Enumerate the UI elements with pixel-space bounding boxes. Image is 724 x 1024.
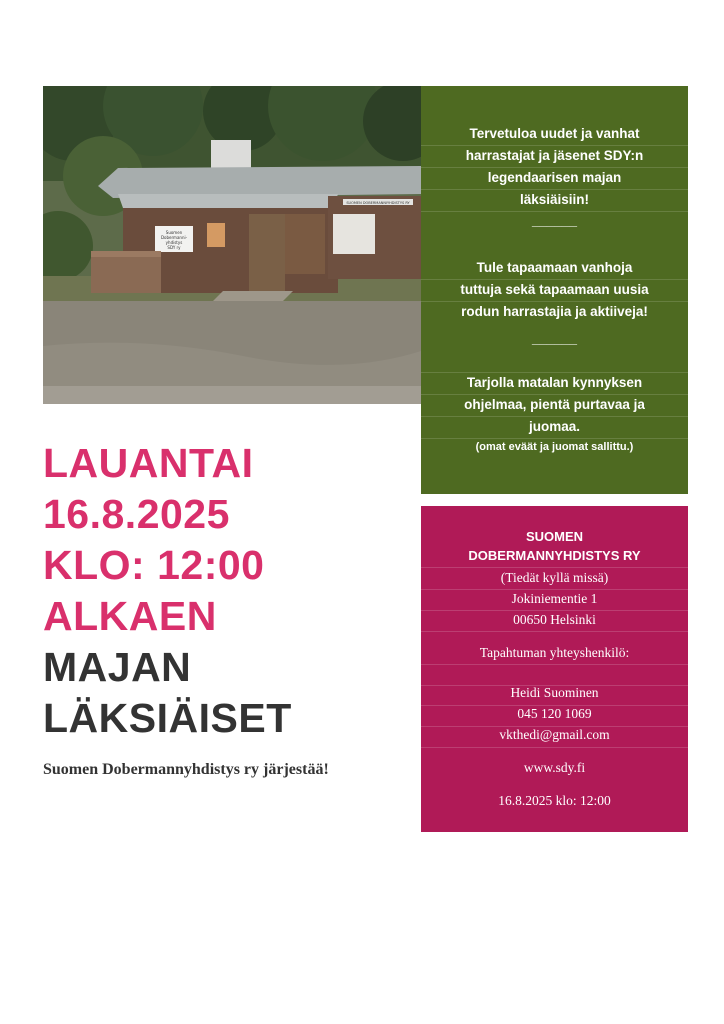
contact-street: Jokiniementie 1 [511, 591, 598, 606]
contact-name: Heidi Suominen [510, 685, 599, 700]
contact-label: Tapahtuman yhteyshenkilö: [479, 645, 630, 660]
contact-city: 00650 Helsinki [513, 612, 596, 627]
sign-line: Suomen [165, 230, 183, 235]
cabin-photo [43, 86, 421, 404]
contact-org-line1: SUOMEN [525, 529, 584, 544]
roof-sign: SUOMEN DOBERMANNIYHDISTYS RY [346, 201, 410, 205]
organizer-text: Suomen Dobermannyhdistys ry järjestää! [43, 761, 329, 778]
headline-date: 16.8.2025 [43, 491, 230, 537]
headline-day: LAUANTAI [43, 440, 254, 486]
contact-email[interactable]: vkthedi@gmail.com [499, 727, 610, 742]
welcome-line: legendaarisen majan [487, 170, 622, 185]
contact-hint: (Tiedät kyllä missä) [500, 570, 609, 585]
sign-line: SDY ry [167, 245, 181, 250]
offer-line: Tarjolla matalan kynnyksen [466, 375, 643, 390]
headline-time: KLO: 12:00 [43, 542, 265, 588]
headline-event-line2: LÄKSIÄISET [43, 695, 292, 741]
contact-datetime: 16.8.2025 klo: 12:00 [498, 793, 611, 808]
headline-event-line1: MAJAN [43, 644, 192, 690]
contact-box [421, 506, 688, 832]
contact-phone: 045 120 1069 [517, 706, 592, 721]
event-headline [43, 438, 292, 744]
welcome-box [421, 86, 688, 494]
contact-org-line2: DOBERMANNYHDISTYS RY [468, 548, 641, 563]
meet-line: Tule tapaamaan vanhoja [476, 260, 633, 275]
sign-line: Dobermanni- [160, 235, 188, 240]
welcome-line: Tervetuloa uudet ja vanhat [469, 126, 640, 141]
contact-website[interactable]: www.sdy.fi [523, 760, 586, 775]
welcome-line: läksiäisiin! [519, 192, 590, 207]
divider-line: ______ [531, 331, 578, 346]
divider-line: ______ [531, 213, 578, 228]
offer-line: ohjelmaa, pientä purtavaa ja [464, 397, 645, 412]
building-photo-icon [43, 86, 421, 404]
meet-line: rodun harrastajia ja aktiiveja! [461, 304, 648, 319]
headline-from: ALKAEN [43, 593, 217, 639]
meet-line: tuttuja sekä tapaamaan uusia [460, 282, 649, 297]
sign-line: yhdistys [165, 240, 183, 245]
welcome-line: harrastajat ja jäsenet SDY:n [465, 148, 644, 163]
offer-note: (omat eväät ja juomat sallittu.) [475, 441, 634, 453]
offer-line: juomaa. [528, 419, 580, 434]
